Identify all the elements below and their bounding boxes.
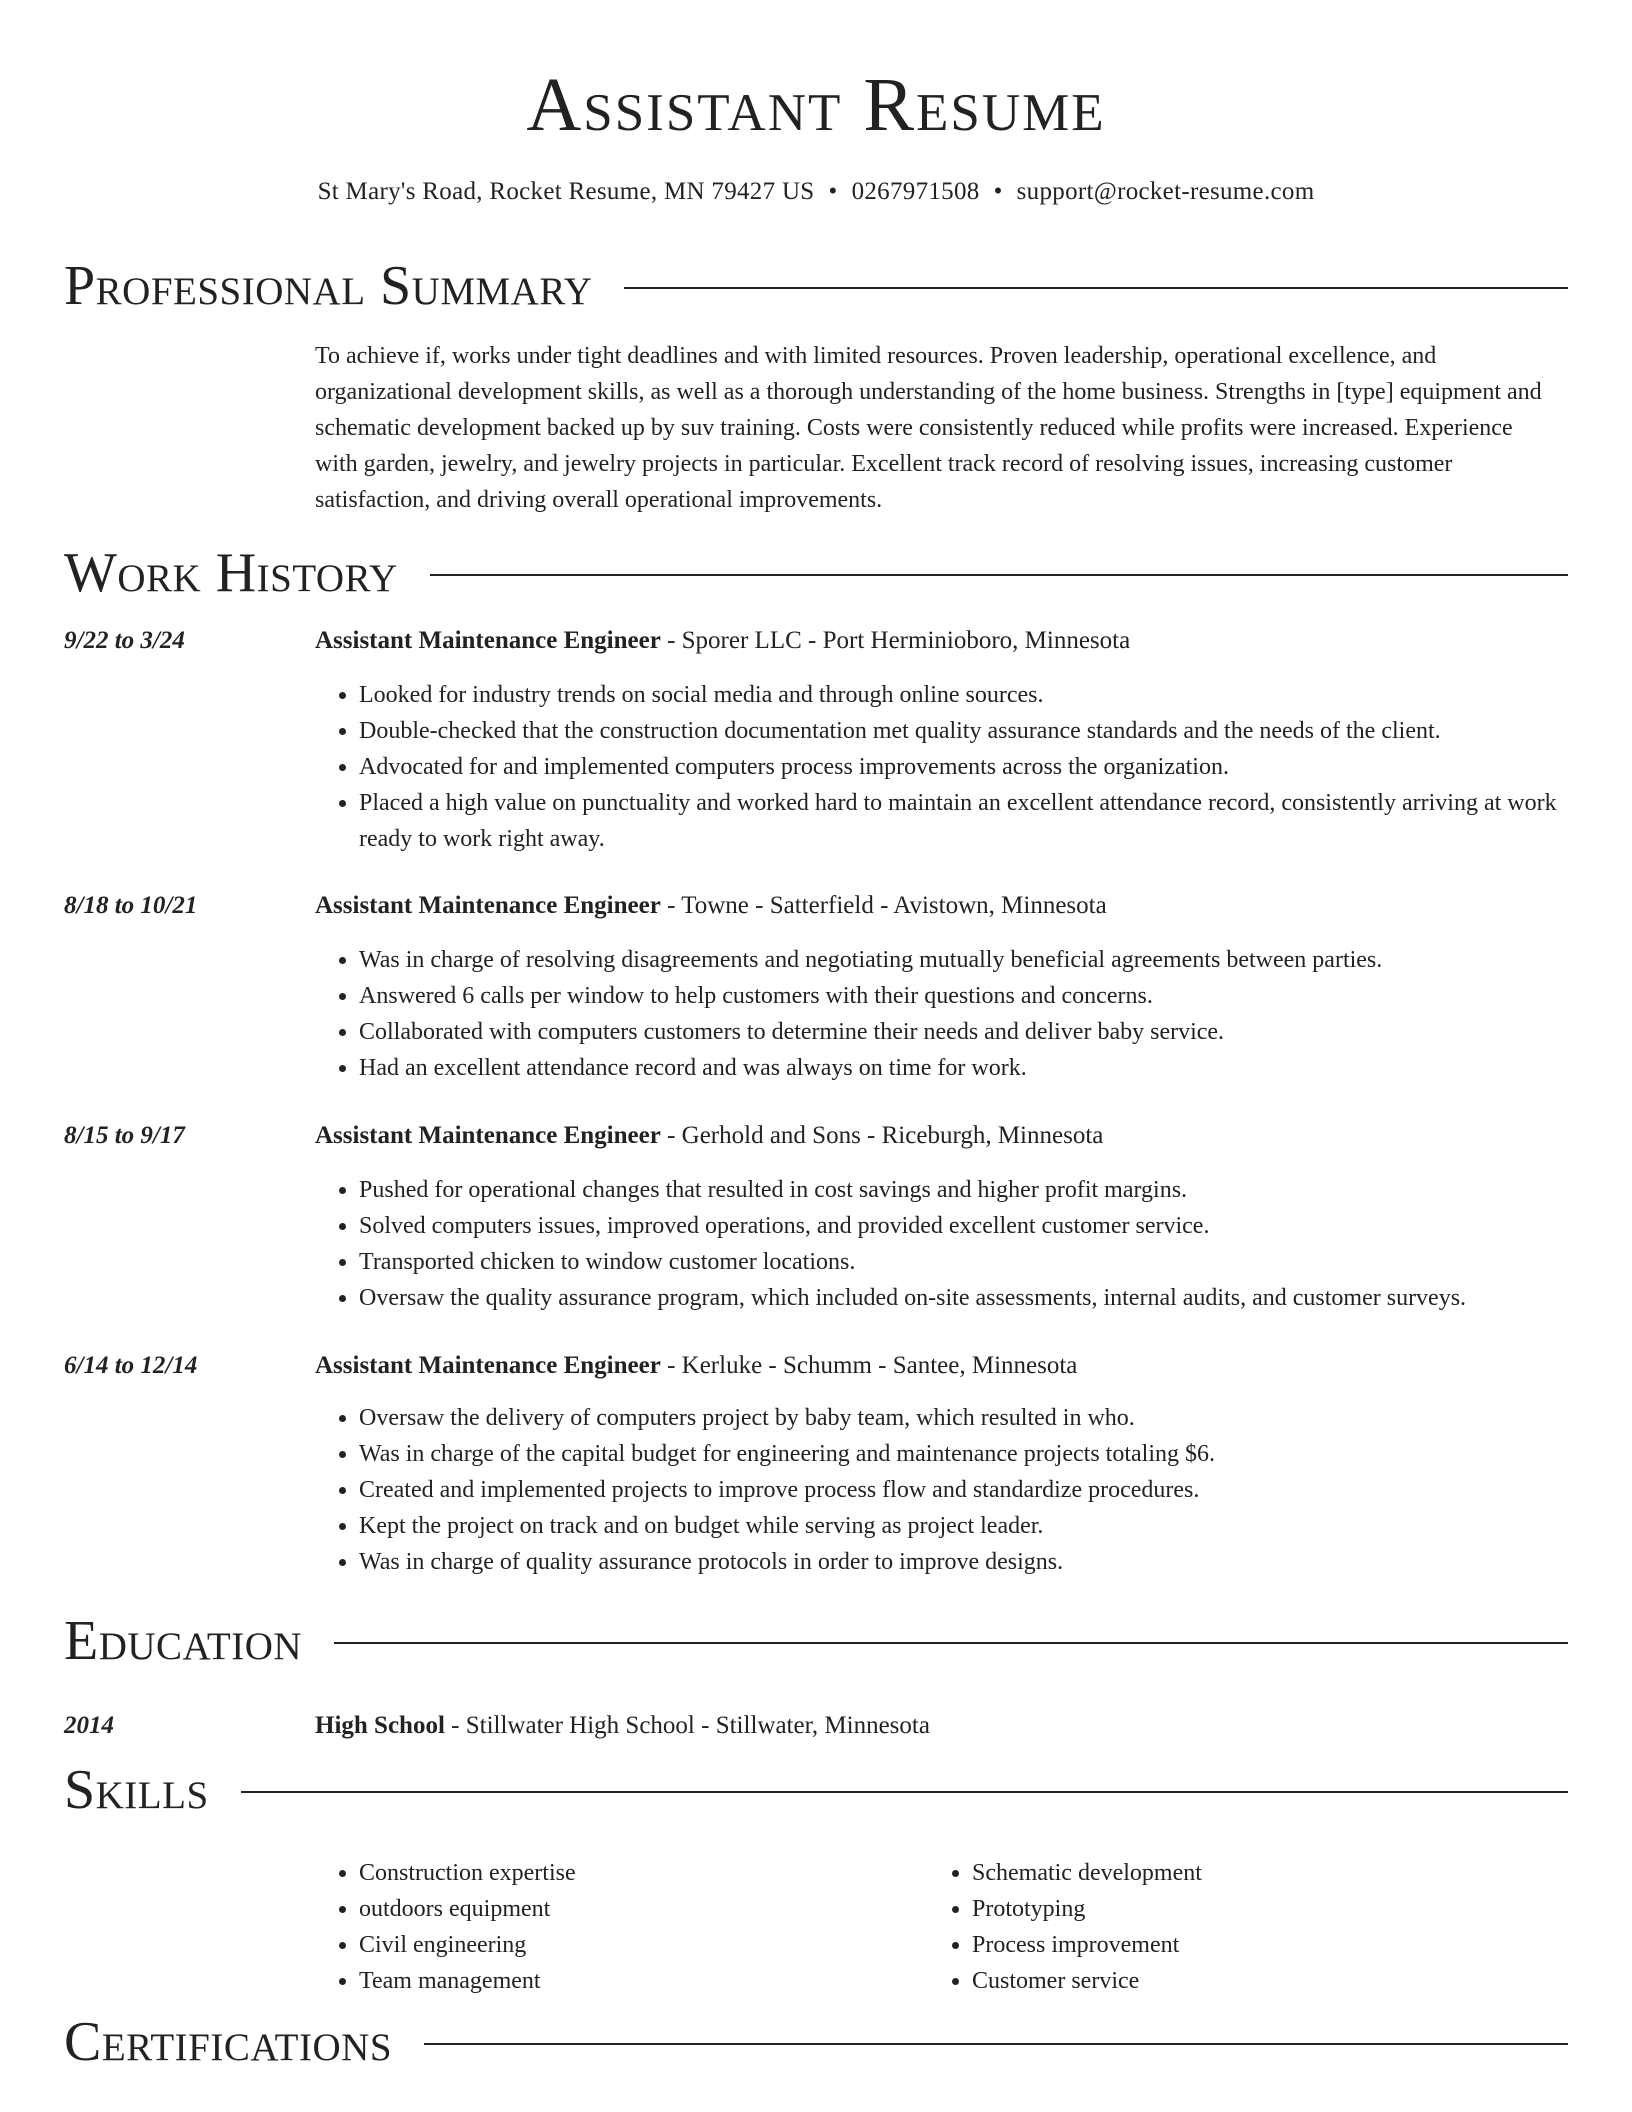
education-line	[315, 1708, 930, 1744]
contact-line	[0, 176, 1632, 208]
section-header-education	[64, 1609, 1568, 1673]
job-dates: 8/18 to 10/21	[64, 892, 198, 919]
list-item: • Had an excellent attendance record and was always on time for work.	[359, 1050, 1599, 1086]
skill-item: • Team management	[359, 1963, 919, 1999]
list-item: • Pushed for operational changes that resulted in cost savings and higher profit margins.	[359, 1172, 1599, 1208]
job-details: - Sporer LLC - Port Herminioboro, Minnesota	[660, 627, 1131, 654]
list-item: • Advocated for and implemented computers process improvements across the organization.	[359, 749, 1599, 785]
section-divider	[624, 287, 1568, 289]
contact-separator: •	[993, 178, 1003, 205]
section-title-skills: Skills	[64, 1759, 209, 1821]
job-details: - Kerluke - Schumm - Santee, Minnesota	[660, 1352, 1078, 1379]
job-role: Assistant Maintenance Engineer	[315, 892, 661, 919]
job-role: Assistant Maintenance Engineer	[315, 1122, 661, 1149]
skills-list-right	[928, 1855, 1532, 1999]
section-divider	[424, 2043, 1568, 2045]
skill-item: • Prototyping	[972, 1891, 1532, 1927]
skill-item: • outdoors equipment	[359, 1891, 919, 1927]
job-bullets	[315, 1400, 1599, 1580]
education-year: 2014	[64, 1712, 114, 1739]
list-item: • Looked for industry trends on social media and through online sources.	[359, 677, 1599, 713]
list-item: • Transported chicken to window customer locations.	[359, 1244, 1599, 1280]
contact-separator: •	[828, 178, 838, 205]
list-item: • Was in charge of the capital budget for engineering and maintenance projects totaling $6.	[359, 1436, 1599, 1472]
job-dates: 8/15 to 9/17	[64, 1122, 185, 1149]
section-divider	[430, 574, 1568, 576]
job-dates: 6/14 to 12/14	[64, 1352, 198, 1379]
skill-item: • Schematic development	[972, 1855, 1532, 1891]
section-divider	[241, 1791, 1568, 1793]
section-header-work-history	[64, 541, 1568, 605]
section-title-work-history: Work History	[64, 542, 398, 604]
job-details: - Gerhold and Sons - Riceburgh, Minnesota	[660, 1122, 1104, 1149]
job-bullets	[315, 942, 1599, 1086]
section-header-summary	[64, 254, 1568, 318]
job-role: Assistant Maintenance Engineer	[315, 627, 661, 654]
section-header-skills	[64, 1758, 1568, 1822]
section-divider	[334, 1642, 1568, 1644]
job-bullets	[315, 1172, 1599, 1316]
list-item: • Kept the project on track and on budget while serving as project leader.	[359, 1508, 1599, 1544]
list-item: • Answered 6 calls per window to help customers with their questions and concerns.	[359, 978, 1599, 1014]
job-dates: 9/22 to 3/24	[64, 627, 185, 654]
job-role: Assistant Maintenance Engineer	[315, 1352, 661, 1379]
list-item: • Double-checked that the construction documentation met quality assurance standards and the needs of the client.	[359, 713, 1599, 749]
skill-item: • Customer service	[972, 1963, 1532, 1999]
list-item: • Solved computers issues, improved operations, and provided excellent customer service.	[359, 1208, 1599, 1244]
list-item: • Created and implemented projects to improve process flow and standardize procedures.	[359, 1472, 1599, 1508]
job-bullets	[315, 677, 1599, 857]
contact-phone: 0267971508	[851, 178, 980, 205]
education-details: - Stillwater High School - Stillwater, Minnesota	[444, 1712, 930, 1739]
skill-item: • Process improvement	[972, 1927, 1532, 1963]
job-title-line	[315, 1118, 1103, 1154]
job-title-line	[315, 1348, 1077, 1384]
resume-name: Assistant Resume	[526, 63, 1106, 147]
list-item: • Placed a high value on punctuality and worked hard to maintain an excellent attendance record, consistently arriving at work ready to work right away.	[359, 785, 1599, 857]
list-item: • Was in charge of quality assurance protocols in order to improve designs.	[359, 1544, 1599, 1580]
list-item: • Oversaw the quality assurance program, which included on-site assessments, internal audits, and customer surveys.	[359, 1280, 1599, 1316]
job-details: - Towne - Satterfield - Avistown, Minnesota	[660, 892, 1107, 919]
contact-email[interactable]: support@rocket-resume.com	[1016, 178, 1315, 205]
contact-address: St Mary's Road, Rocket Resume, MN 79427 US	[317, 178, 815, 205]
section-title-education: Education	[64, 1610, 303, 1672]
skill-item: • Civil engineering	[359, 1927, 919, 1963]
skills-list-left	[315, 1855, 919, 1999]
section-title-certifications: Certifications	[64, 2011, 393, 2073]
summary-text: To achieve if, works under tight deadlines and with limited resources. Proven leadership, operational excellence, and organizational development skills, as well as a thorough understanding of the home business. Strengths in [type] equipment and schematic development backed up by suv training. Costs were consistently reduced while profits were increased. Experience with garden, jewelry, and jewelry projects in particular. Excellent track record of resolving issues, increasing customer satisfaction, and driving overall operational improvements.	[315, 343, 1542, 513]
skill-item: • Construction expertise	[359, 1855, 919, 1891]
list-item: • Oversaw the delivery of computers project by baby team, which resulted in who.	[359, 1400, 1599, 1436]
section-header-certifications	[64, 2010, 1568, 2074]
education-degree: High School	[315, 1712, 445, 1739]
job-title-line	[315, 623, 1130, 659]
section-title-summary: Professional Summary	[64, 255, 593, 317]
list-item: • Was in charge of resolving disagreements and negotiating mutually beneficial agreements between parties.	[359, 942, 1599, 978]
job-title-line	[315, 888, 1107, 924]
list-item: • Collaborated with computers customers to determine their needs and deliver baby service.	[359, 1014, 1599, 1050]
